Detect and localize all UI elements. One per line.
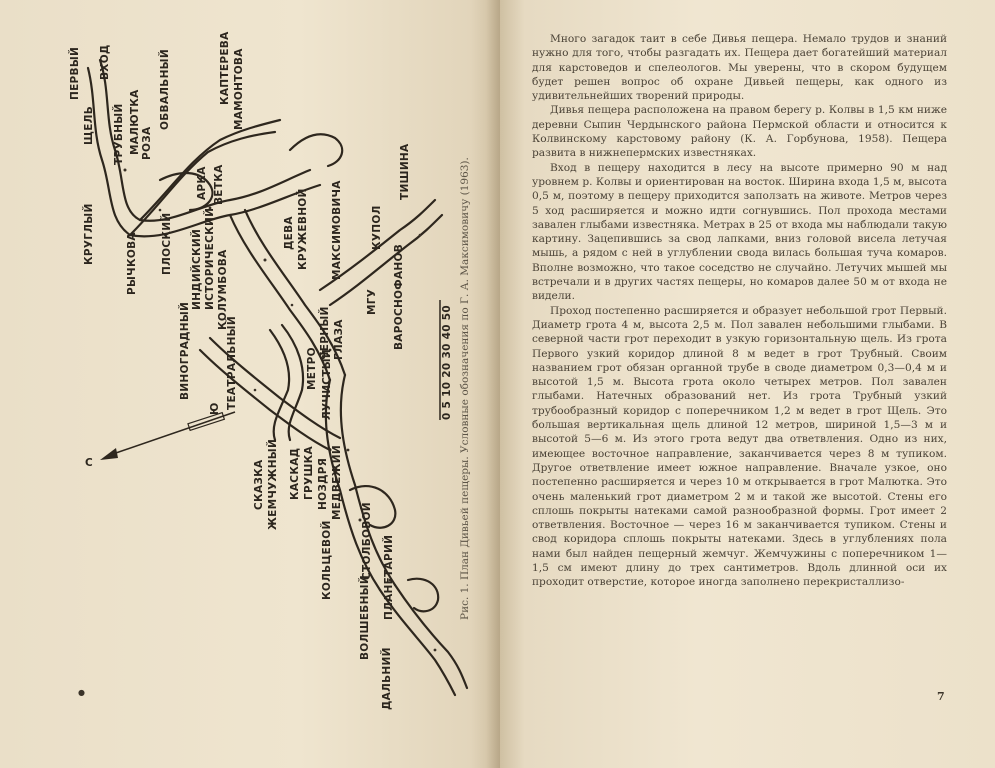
map-label-indiiskii: ИНДИЙСКИЙ bbox=[191, 228, 203, 310]
page-number: 7 bbox=[937, 690, 945, 703]
map-label-varosnofanov: ВАРОСНОФАНОВ bbox=[393, 243, 405, 350]
map-label-arka: АРКА bbox=[196, 166, 208, 200]
figure-caption: Рис. 1. План Дивьей пещеры. Условные обозначения по Г. А. Максимовичу (1963). bbox=[459, 157, 471, 620]
paragraph: Вход в пещеру находится в лесу на высоте примерно 90 м над уровнем р. Колвы и ориентирован на восток. Ширина входа 1,5 м, высота 0,5 м, поэтому в пещеру приходится заползать на животе. Метров через 5 ход расширяется и можно идти согнувшись. Пол прохода местами завален глыбами известняка. Метрах в 25 от входа мы наблюдали такую картину. Зацепившись за свод лапками, вниз головой висела летучая мышь, а рядом с ней в углублении свода вилась большая туча комаров. Вполне возможно, что такое соседство не случайно. Летучих мышей мы встречали и в других частях пещеры, но комаров далее 50 м от входа не видели. bbox=[532, 161, 947, 303]
map-label-volshebnyi: ВОЛШЕБНЫЙ bbox=[359, 575, 371, 660]
map-label-trubnyi: ТРУБНЫЙ bbox=[113, 103, 125, 165]
map-label-chernyi: ЧЕРНЫЙ bbox=[319, 306, 331, 360]
map-label-stolbovoi: СТОЛБОВОЙ bbox=[361, 502, 373, 580]
paragraph: Проход постепенно расширяется и образует небольшой грот Первый. Диаметр грота 4 м, высота 2,5 м. Пол завален небольшими глыбами. В северной части грот переходит в узкую горизонтальную щель. Из грота Первого узкий коридор длиной 8 м ведет в грот Трубный. Своим названием грот обязан органной трубе в своде диаметром 0,3—0,4 м и высотой 1,5 м. Высота грота около четырех метров. Пол завален глыбами. Натечных образований нет. Из грота Трубный узкий трубообразный коридор с поперечником 1,2 м ведет в грот Щель. Это большая вертикальная щель длиной 12 метров, шириной 1,5—3 м и высотой 5—6 м. Из этого грота ведут два ответвления. Одно из них, имеющее восточное направление, заканчивается через 8 м тупиком. Другое ответвление имеет южное направление. Вначале узкое, оно постепенно расширяется и через 10 м открывается в грот Малютка. Это очень маленький грот диаметром 2 м и такой же высотой. Стены его сплошь покрыты натеками самой разнообразной формы. Грот имеет 2 ответвления. Восточное — через 16 м заканчивается тупиком. Стены и свод коридора сплошь покрыты натеками. Здесь в углублениях пола нами был найден пещерный жемчуг. Жемчужины с поперечником 1—1,5 см имеют длину до трех сантиметров. Вдоль длинной оси их проходит отверстие, которое иногда заполнено перекристаллизо- bbox=[532, 304, 947, 589]
map-label-luchistyi: ЛУЧИСТЫЙ bbox=[321, 348, 333, 420]
map-label-ploskii: ПЛОСКИЙ bbox=[161, 212, 173, 275]
paragraph: Дивья пещера расположена на правом берегу р. Колвы в 1,5 км ниже деревни Сыпин Чердынского района Пермской области и относится к Колвинскому карстовому району (К. А. Горбунова, 1958). Пещера развита в нижнепермских известняках. bbox=[532, 104, 947, 160]
map-label-kolumbova: КОЛУМБОВА bbox=[217, 249, 229, 330]
paragraph: Много загадок таит в себе Дивья пещера. Немало трудов и знаний нужно для того, чтобы разгадать их. Пещера дает богатейший материал для карстоведов и спелеологов. Мы уверены, что в скором будущем будет решен вопрос об охране Дивьей пещеры, как одного из удивительнейших творений природы. bbox=[532, 33, 947, 103]
map-label-shchel: ЩЕЛЬ bbox=[83, 105, 95, 145]
map-label-malyutka: МАЛЮТКА bbox=[129, 89, 141, 155]
map-label-kupol: КУПОЛ bbox=[371, 205, 383, 250]
map-label-kruglyi: КРУГЛЫЙ bbox=[83, 203, 95, 265]
map-label-rychkova: РЫЧКОВА bbox=[126, 232, 138, 295]
map-label-teatralnyi: ТЕАТРАЛЬНЫЙ bbox=[226, 316, 238, 410]
body-text bbox=[532, 32, 947, 590]
page-mark: ● bbox=[78, 688, 85, 697]
compass-north-label: С bbox=[85, 457, 94, 469]
map-label-pervyi: ПЕРВЫЙ bbox=[69, 46, 81, 100]
map-label-vetka: ВЕТКА bbox=[213, 164, 225, 205]
map-label-istoricheskii: ИСТОРИЧЕСКИЙ bbox=[204, 207, 216, 310]
map-label-deva: ДЕВА bbox=[283, 216, 295, 250]
map-label-mgu: МГУ bbox=[366, 288, 378, 315]
map-label-nozdrya: НОЗДРЯ bbox=[317, 457, 329, 510]
compass-icon bbox=[100, 412, 235, 460]
map-label-roza: РОЗА bbox=[141, 126, 153, 160]
map-label-glaza: ГЛАЗА bbox=[333, 319, 345, 360]
map-label-grushka: ГРУШКА bbox=[303, 446, 315, 500]
map-label-zhemchuzhnyi: ЖЕМЧУЖНЫЙ bbox=[267, 438, 279, 530]
map-label-koltsevoi: КОЛЬЦЕВОЙ bbox=[321, 520, 333, 600]
map-label-mamontova: МАМОНТОВА bbox=[233, 48, 245, 130]
scale-label: 0 5 10 20 30 40 50 bbox=[441, 304, 453, 420]
map-label-vhod: ВХОД bbox=[99, 44, 111, 80]
map-label-maksimovicha: МАКСИМОВИЧА bbox=[331, 180, 343, 280]
map-label-tishina: ТИШИНА bbox=[399, 143, 411, 200]
map-label-vinogradnyi: ВИНОГРАДНЫЙ bbox=[179, 301, 191, 400]
map-label-planetarii: ПЛАНЕТАРИЙ bbox=[383, 534, 395, 620]
map-label-kaskad: КАСКАД bbox=[289, 447, 301, 500]
map-label-obvalnyi: ОБВАЛЬНЫЙ bbox=[159, 49, 171, 130]
map-label-skazka: СКАЗКА bbox=[253, 459, 265, 510]
map-label-metro: МЕТРО bbox=[306, 347, 318, 390]
map-label-dalnii: ДАЛЬНИЙ bbox=[381, 647, 393, 710]
map-label-kaptereva: КАПТЕРЕВА bbox=[219, 31, 231, 105]
compass-south-label: Ю bbox=[209, 402, 221, 415]
map-label-medvezhii: МЕДВЕЖИЙ bbox=[331, 445, 343, 520]
map-label-kruzhevnoi: КРУЖЕВНОЙ bbox=[297, 188, 309, 270]
cave-map bbox=[30, 20, 480, 710]
